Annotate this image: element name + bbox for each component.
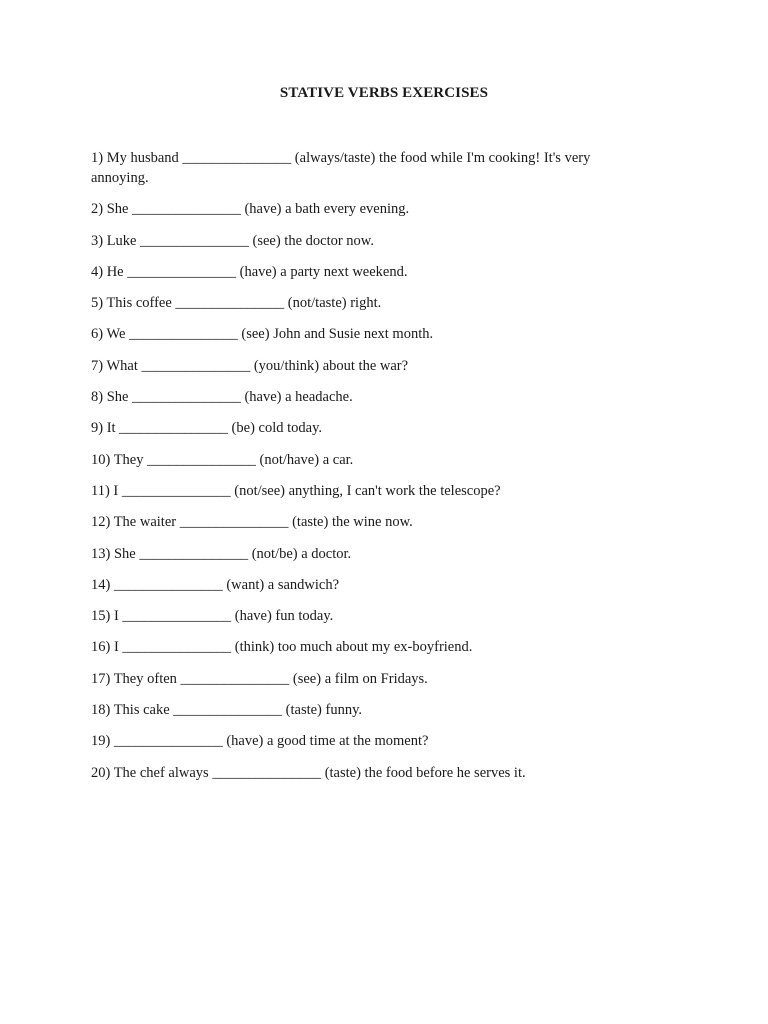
page-title: STATIVE VERBS EXERCISES — [279, 85, 489, 101]
exercise-item: 17) They often _______________ (see) a film on Fridays. — [91, 670, 428, 687]
exercise-item: 16) I _______________ (think) too much about my ex-boyfriend. — [91, 639, 473, 656]
exercise-item: 2) She _______________ (have) a bath every evening. — [91, 201, 410, 218]
exercise-item: 11) I _______________ (not/see) anything, I can't work the telescope? — [91, 482, 501, 499]
exercise-item: 4) He _______________ (have) a party next weekend. — [91, 263, 408, 280]
exercise-item: 18) This cake _______________ (taste) funny. — [91, 702, 363, 719]
exercise-item: 15) I _______________ (have) fun today. — [91, 608, 334, 625]
exercise-item: 6) We _______________ (see) John and Susie next month. — [91, 326, 434, 343]
exercise-item: 13) She _______________ (not/be) a doctor. — [91, 545, 352, 562]
exercise-item: 10) They _______________ (not/have) a car. — [91, 451, 354, 468]
exercise-list — [91, 148, 651, 794]
exercise-item: 9) It _______________ (be) cold today. — [91, 420, 323, 437]
exercise-item: 8) She _______________ (have) a headache. — [91, 389, 353, 406]
exercise-item: 19) _______________ (have) a good time at the moment? — [91, 733, 429, 750]
exercise-item: 20) The chef always _______________ (taste) the food before he serves it. — [91, 764, 526, 781]
exercise-item: 7) What _______________ (you/think) about the war? — [91, 357, 409, 374]
exercise-item: 1) My husband _______________ (always/taste) the food while I'm cooking! It's very annoying. — [91, 150, 591, 186]
exercise-item: 12) The waiter _______________ (taste) the wine now. — [91, 514, 413, 531]
exercise-item: 14) _______________ (want) a sandwich? — [91, 576, 340, 593]
exercise-item: 3) Luke _______________ (see) the doctor now. — [91, 232, 374, 249]
exercise-item: 5) This coffee _______________ (not/taste) right. — [91, 295, 382, 312]
